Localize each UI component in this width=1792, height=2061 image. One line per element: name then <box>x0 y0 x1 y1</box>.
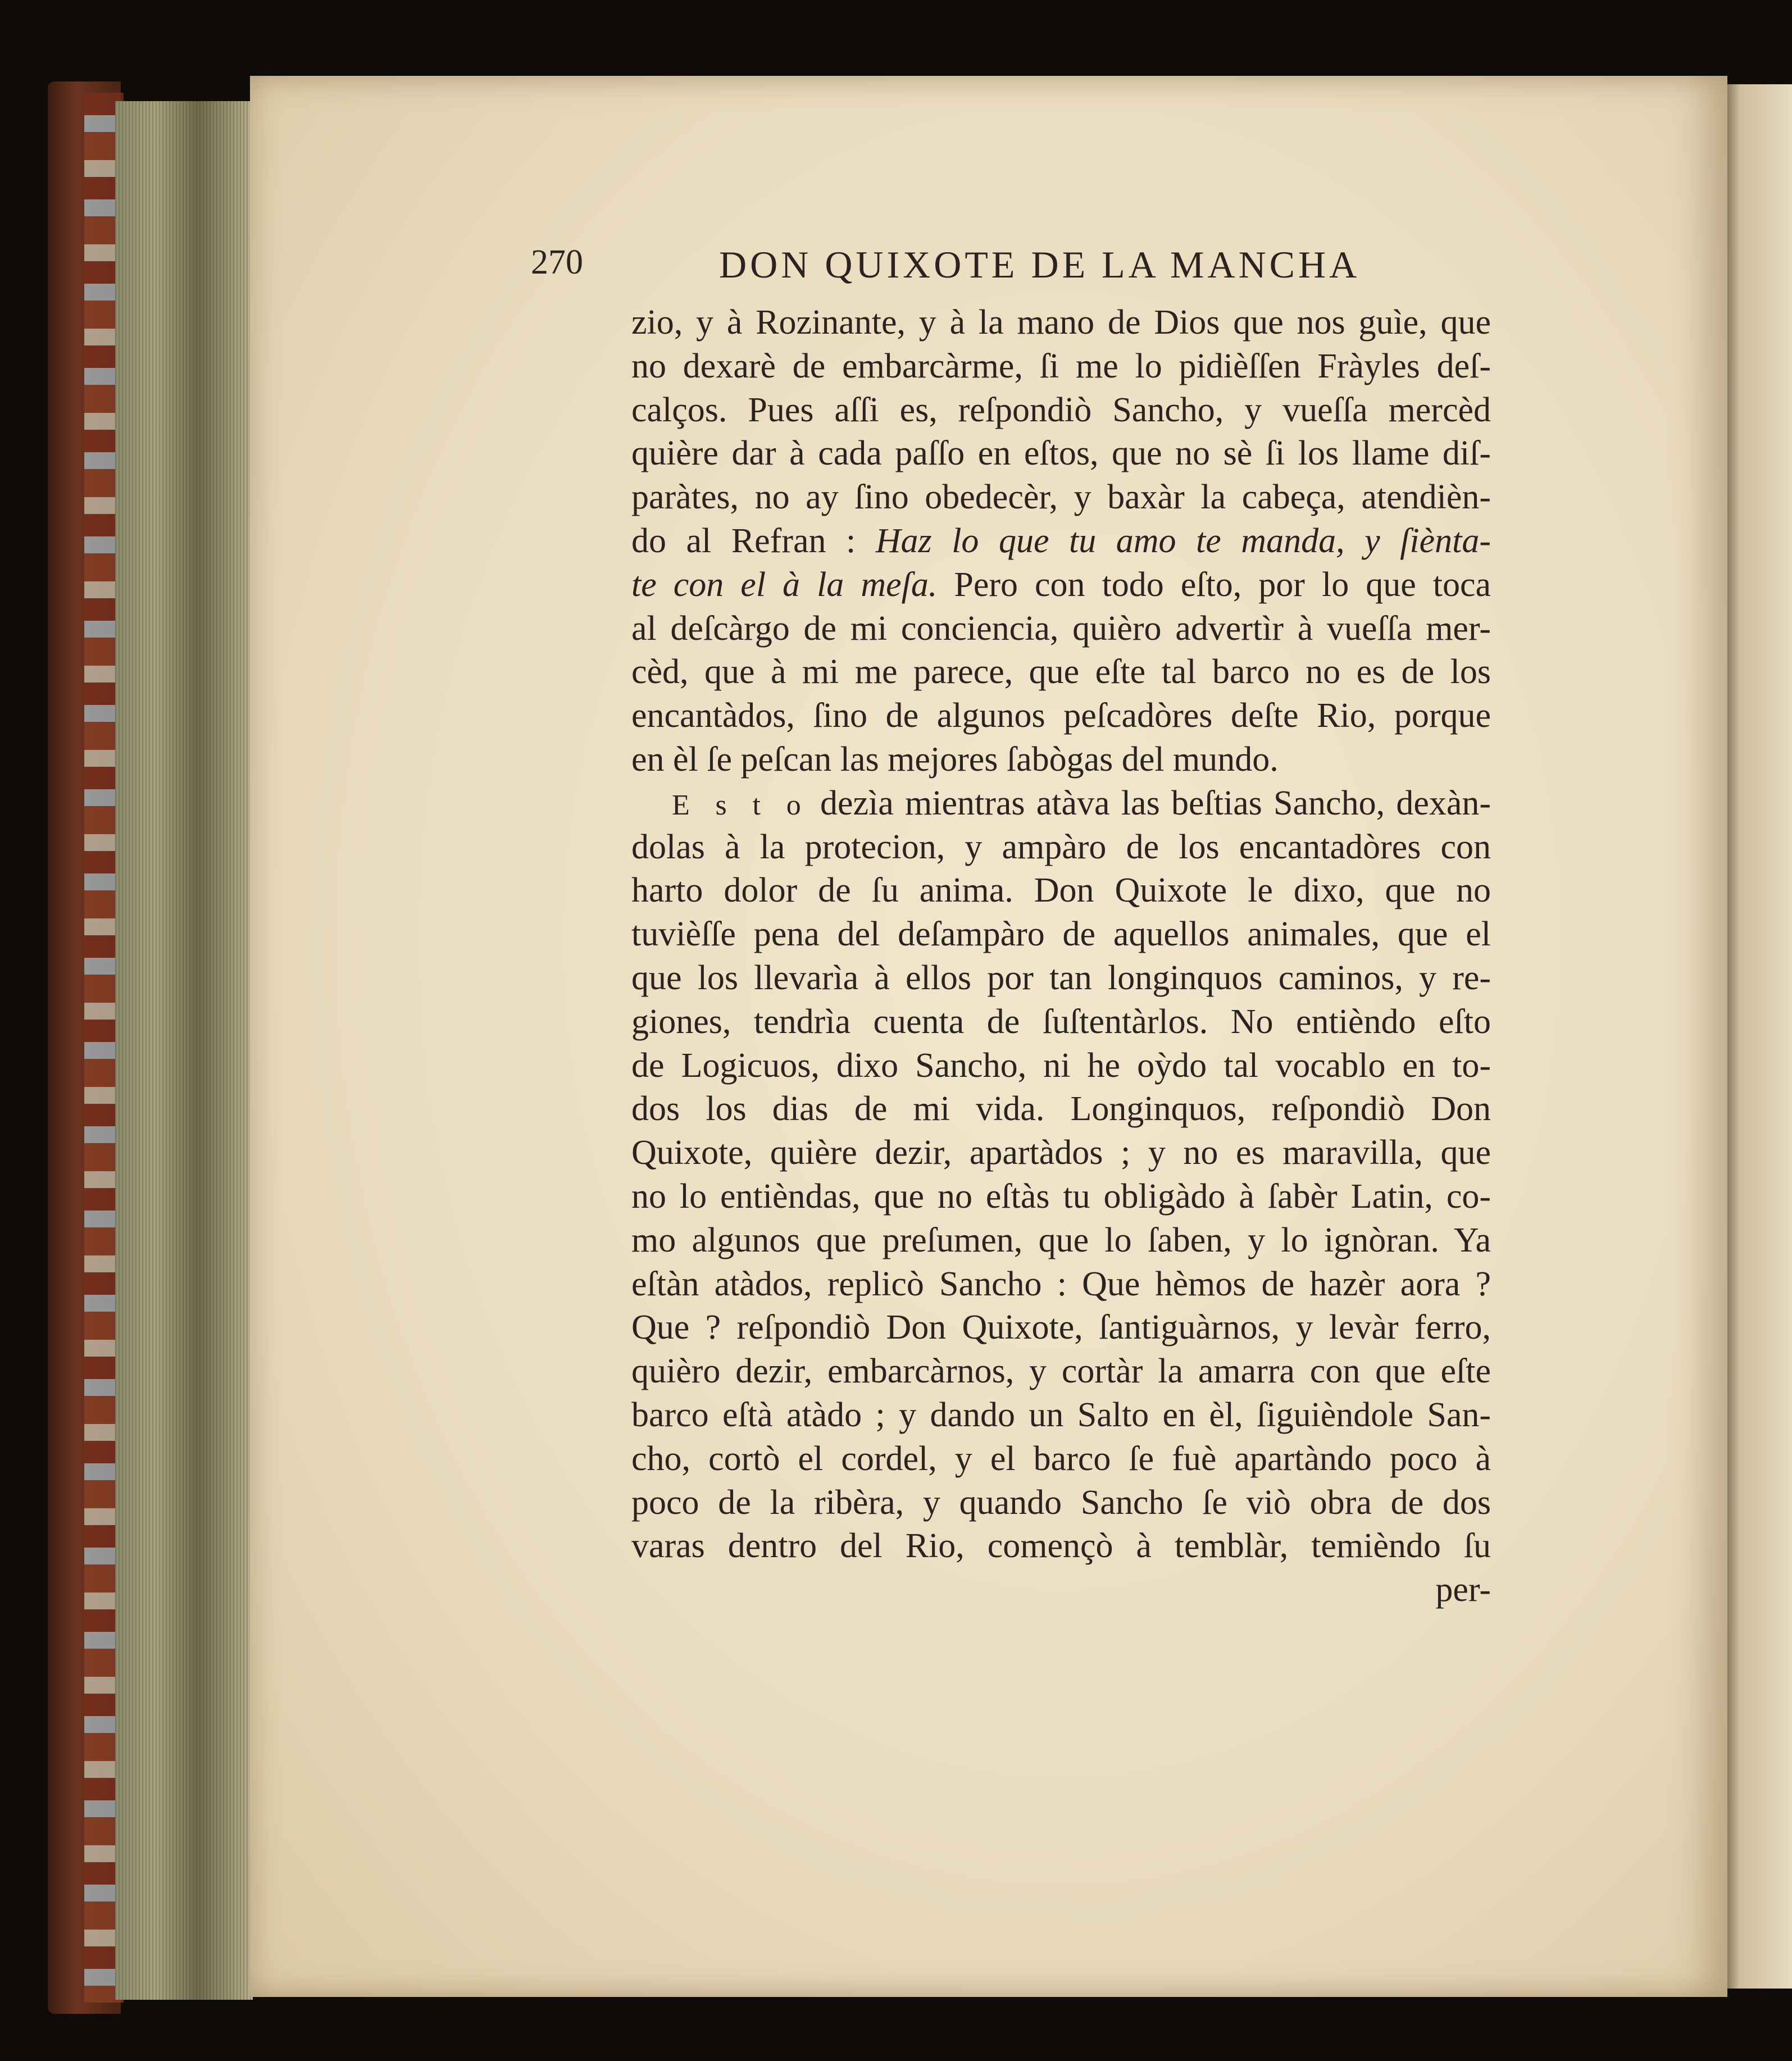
text-segment: Pero con todo eſto, por lo que toca <box>954 565 1491 604</box>
text-line: en èl ſe peſcan las mejores ſabògas del mundo. <box>631 740 1279 779</box>
paragraph-start-line <box>631 782 1491 826</box>
text-line: no lo entièndas, que no eſtàs tu obligàdo à ſabèr Latin, co- <box>631 1177 1491 1216</box>
text-line: cho, cortò el cordel, y el barco ſe fuè apartàndo poco à <box>631 1439 1491 1478</box>
text-line-with-italic <box>631 520 1491 563</box>
text-line-with-italic <box>631 563 1491 607</box>
italic-proverb: Haz lo que tu amo te manda, y ſiènta- <box>875 521 1491 560</box>
text-line: no dexarè de embarcàrme, ſi me lo pidièſſen Fràyles deſ- <box>631 347 1491 385</box>
text-line: dolas à la protecion, y ampàro de los encantadòres con <box>631 827 1491 866</box>
page-number: 270 <box>531 243 583 281</box>
text-line: que los llevarìa à ellos por tan longinquos caminos, y re- <box>631 958 1491 997</box>
text-line: zio, y à Rozinante, y à la mano de Dios que nos guìe, que <box>631 303 1491 342</box>
running-title: DON QUIXOTE DE LA MANCHA <box>719 243 1361 286</box>
text-line: Que ? reſpondiò Don Quixote, ſantiguàrnos, y levàr ferro, <box>631 1308 1491 1347</box>
text-line: dos los dias de mi vida. Longinquos, reſpondiò Don <box>631 1090 1491 1129</box>
small-caps-opening: E s t o <box>672 789 809 821</box>
text-line: harto dolor de ſu anima. Don Quixote le dixo, que no <box>631 871 1491 910</box>
text-line: cèd, que à mi me parece, que eſte tal barco no es de los <box>631 653 1491 691</box>
text-segment: dezìa mientras atàva las beſtias Sancho, dexàn- <box>820 784 1491 822</box>
text-line: tuvièſſe pena del deſampàro de aquellos animales, que el <box>631 915 1491 954</box>
text-line: mo algunos que preſumen, que lo ſaben, y lo ignòran. Ya <box>631 1221 1491 1259</box>
text-line: Quixote, quière dezir, apartàdos ; y no es maravilla, que <box>631 1134 1491 1172</box>
facing-page-edge <box>1722 84 1792 1989</box>
body-text <box>631 301 1491 1612</box>
italic-proverb: te con el à la meſa. <box>631 565 938 604</box>
text-line: quièro dezir, embarcàrnos, y cortàr la amarra con que eſte <box>631 1352 1491 1391</box>
page-block-edge <box>115 101 253 2000</box>
text-line: eſtàn atàdos, replicò Sancho : Que hèmos de hazèr aora ? <box>631 1264 1491 1303</box>
text-line: quière dar à cada paſſo en eſtos, que no sè ſi los llame diſ- <box>631 434 1491 473</box>
text-line: calços. Pues aſſi es, reſpondiò Sancho, y vueſſa mercèd <box>631 390 1491 429</box>
text-line: giones, tendrìa cuenta de ſuſtentàrlos. No entièndo eſto <box>631 1002 1491 1041</box>
text-line: poco de la ribèra, y quando Sancho ſe viò obra de dos <box>631 1483 1491 1522</box>
text-line: encantàdos, ſino de algunos peſcadòres deſte Rio, porque <box>631 697 1491 735</box>
catchword: per- <box>1435 1571 1491 1609</box>
text-segment: do al Refran : <box>631 521 856 560</box>
text-line: barco eſtà atàdo ; y dando un Salto en èl, ſiguièndole San- <box>631 1395 1491 1434</box>
text-line: paràtes, no ay ſino obedecèr, y baxàr la cabeça, atendièn- <box>631 478 1491 517</box>
text-line: al deſcàrgo de mi conciencia, quièro advertìr à vueſſa mer- <box>631 609 1491 648</box>
text-line: de Logicuos, dixo Sancho, ni he oỳdo tal vocablo en to- <box>631 1046 1491 1085</box>
text-line: varas dentro del Rio, començò à temblàr, temièndo ſu <box>631 1527 1491 1566</box>
